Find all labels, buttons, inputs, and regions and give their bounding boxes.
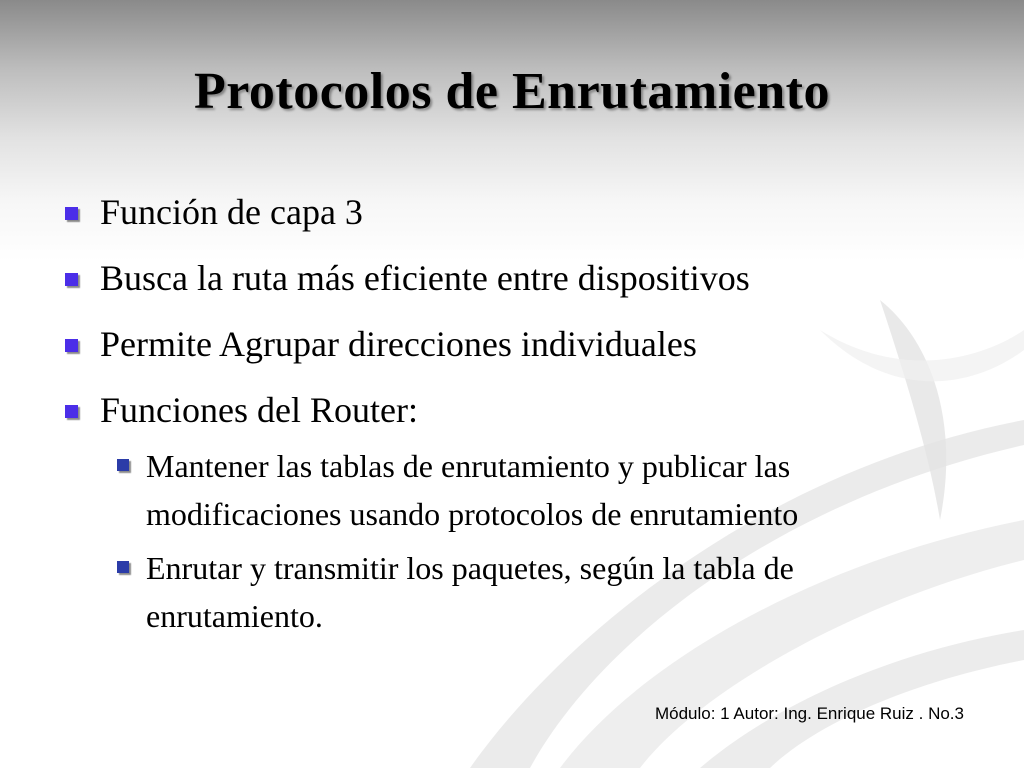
bullet-text: Función de capa 3 — [100, 192, 363, 232]
sub-bullet-text: Enrutar y transmitir los paquetes, según la tabla de enrutamiento. — [146, 550, 794, 634]
sub-bullet-item — [60, 544, 990, 640]
square-bullet-icon — [65, 339, 78, 352]
square-bullet-icon — [117, 459, 129, 471]
bullet-text: Funciones del Router: — [100, 390, 418, 430]
square-bullet-icon — [65, 207, 78, 220]
bullet-item — [60, 190, 990, 256]
square-bullet-icon — [117, 561, 129, 573]
bullet-item — [60, 322, 990, 388]
bullet-list — [60, 190, 990, 646]
bullet-text: Permite Agrupar direcciones individuales — [100, 324, 697, 364]
slide-footer: Módulo: 1 Autor: Ing. Enrique Ruiz . No.3 — [654, 704, 964, 723]
bullet-item — [60, 256, 990, 322]
sub-bullet-item — [60, 442, 990, 538]
square-bullet-icon — [65, 405, 78, 418]
bullet-item — [60, 388, 990, 442]
sub-bullet-text: Mantener las tablas de enrutamiento y publicar las modificaciones usando protocolos de enrutamiento — [146, 448, 799, 532]
square-bullet-icon — [65, 273, 78, 286]
slide-title: Protocolos de Enrutamiento — [194, 63, 830, 120]
bullet-text: Busca la ruta más eficiente entre dispositivos — [100, 258, 750, 298]
